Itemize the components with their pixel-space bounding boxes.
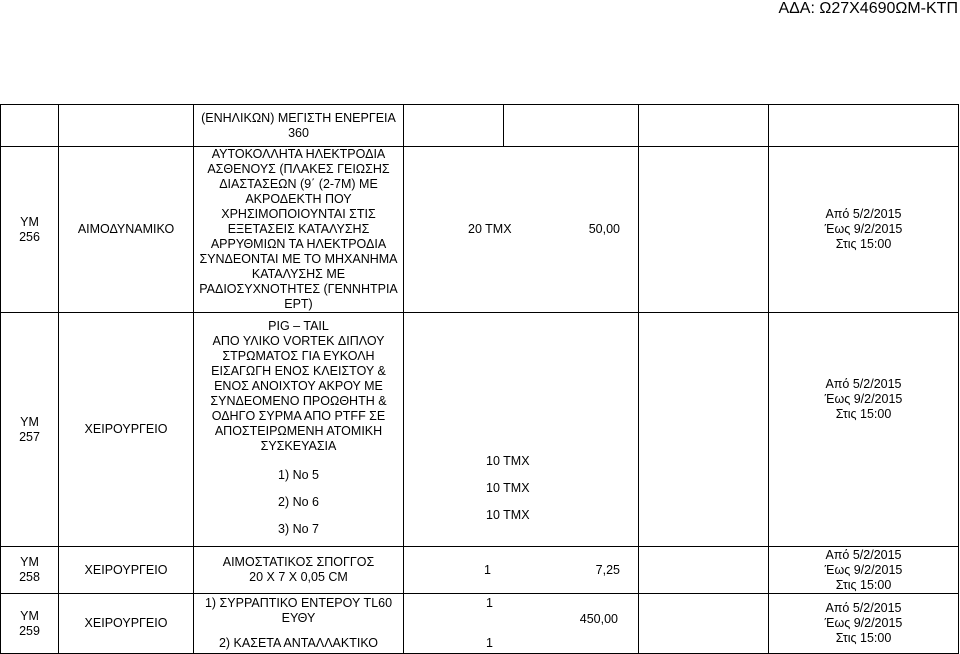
ada-header: ΑΔΑ: Ω27Χ4690ΩΜ-ΚΤΠ <box>778 0 958 17</box>
subitem-qty: 10 ΤΜΧ <box>486 508 530 522</box>
item-code: ΥΜ 257 <box>1 313 59 547</box>
item-qty-price <box>404 147 639 313</box>
item-dept: ΧΕΙΡΟΥΡΓΕΙΟ <box>59 313 194 547</box>
item-dates: Από 5/2/2015 Έως 9/2/2015 Στις 15:00 <box>769 594 959 654</box>
item-empty <box>639 147 769 313</box>
table-row <box>1 547 959 594</box>
item-qty-price <box>404 313 639 547</box>
item-dept: ΑΙΜΟΔΥΝΑΜΙΚΟ <box>59 147 194 313</box>
item-code: ΥΜ 259 <box>1 594 59 654</box>
item-dates: Από 5/2/2015 Έως 9/2/2015 Στις 15:00 <box>769 313 959 547</box>
table-row-top <box>1 105 959 147</box>
subitem-qty: 10 ΤΜΧ <box>486 481 530 495</box>
table-row <box>1 594 959 654</box>
item-desc: 1) ΣΥΡΡΑΠΤΙΚΟ ΕΝΤΕΡΟΥ TL60 ΕΥΘΥ 2) ΚΑΣΕΤΑ ΑΝΤΑΛΛΑΚΤΙΚΟ <box>194 594 404 654</box>
subitem-label: 3) Νο 7 <box>278 522 319 536</box>
item-empty <box>639 594 769 654</box>
item-price: 50,00 <box>588 222 620 236</box>
item-code: ΥΜ 256 <box>1 147 59 313</box>
table-row <box>1 313 959 547</box>
item-dept: ΧΕΙΡΟΥΡΓΕΙΟ <box>59 547 194 594</box>
item-qty: 1 <box>486 596 493 610</box>
item-price: 7,25 <box>595 562 620 577</box>
subitem-label: 2) Νο 6 <box>278 495 319 509</box>
item-dept: ΧΕΙΡΟΥΡΓΕΙΟ <box>59 594 194 654</box>
item-desc: ΑΥΤΟΚΟΛΛΗΤΑ ΗΛΕΚΤΡΟΔΙΑ ΑΣΘΕΝΟΥΣ (ΠΛΑΚΕΣ ΓΕΙΩΣΗΣ ΔΙΑΣΤΑΣΕΩΝ (9΄ (2-7Μ) ΜΕ ΑΚΡΟΔΕΚΤΗ ΠΟΥ ΧΡΗΣΙΜΟΠΟΙΟΥΝΤΑΙ ΣΤΙΣ ΕΞΕΤΑΣΕΙΣ ΚΑΤΑΛΥΣΗΣ ΑΡΡΥΘΜΙΩΝ ΤΑ ΗΛΕΚΤΡΟΔΙΑ ΣΥΝΔΕΟΝΤΑΙ ΜΕ ΤΟ ΜΗΧΑΝΗΜΑ ΚΑΤΑΛΥΣΗΣ ΜΕ ΡΑΔΙΟΣΥΧΝΟΤΗΤΕΣ (ΓΕΝΝΗΤΡΙΑ ΕΡΤ) <box>194 147 404 313</box>
subitem-qty: 10 ΤΜΧ <box>486 454 530 468</box>
item-dates: Από 5/2/2015 Έως 9/2/2015 Στις 15:00 <box>769 547 959 594</box>
item-empty <box>639 547 769 594</box>
subitem-label: 1) Νο 5 <box>278 468 319 482</box>
items-table <box>0 104 959 654</box>
item-desc: PIG – TAIL ΑΠΟ ΥΛΙΚΟ VORTEK ΔΙΠΛΟΥ ΣΤΡΩΜΑΤΟΣ ΓΙΑ ΕΥΚΟΛΗ ΕΙΣΑΓΩΓΗ ΕΝΟΣ ΚΛΕΙΣΤΟΥ & ΕΝΟΣ ΑΝΟΙΧΤΟΥ ΑΚΡΟΥ ΜΕ ΣΥΝΔΕΟΜΕΝΟ ΠΡΟΩΘΗΤΗ & ΟΔΗΓΟ ΣΥΡΜΑ ΑΠΟ PTFF ΣΕ ΑΠΟΣΤΕΙΡΩΜΕΝΗ ΑΤΟΜΙΚΗ ΣΥΣΚΕΥΑΣΙΑ 1) Νο 5 2) Νο 6 3) Νο 7 <box>194 313 404 547</box>
item-empty <box>639 313 769 547</box>
item-qty-price <box>404 594 639 654</box>
table-row <box>1 147 959 313</box>
item-qty: 1 <box>484 562 491 577</box>
item-qty-price <box>404 547 639 594</box>
item-qty: 20 ΤΜΧ <box>468 222 512 236</box>
item-dates: Από 5/2/2015 Έως 9/2/2015 Στις 15:00 <box>769 147 959 313</box>
item-code: ΥΜ 258 <box>1 547 59 594</box>
item-desc: ΑΙΜΟΣΤΑΤΙΚΟΣ ΣΠΟΓΓΟΣ 20 Χ 7 Χ 0,05 CM <box>194 547 404 594</box>
item-qty-2: 1 <box>486 636 493 650</box>
desc-top: (ΕΝΗΛΙΚΩΝ) ΜΕΓΙΣΤΗ ΕΝΕΡΓΕΙΑ 360 <box>194 105 404 147</box>
item-price: 450,00 <box>579 612 618 626</box>
